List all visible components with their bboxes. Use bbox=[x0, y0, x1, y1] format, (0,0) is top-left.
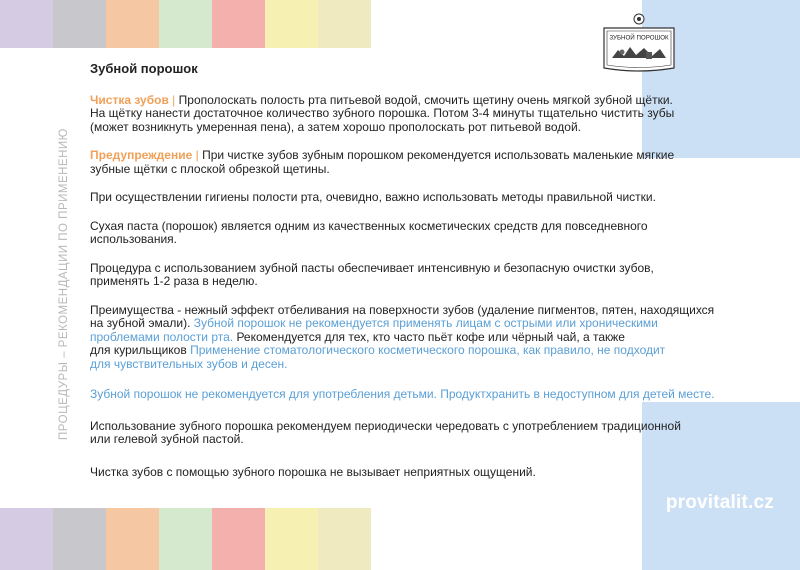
swatch bbox=[106, 508, 159, 570]
text: На щётку нанести достаточное количество зубного порошка. Потом 3-4 минуты тщательно чистить зубы bbox=[90, 106, 675, 120]
text: Преимущества - нежный эффект отбеливания на поверхности зубов (удаление пигментов, пятен, находящихся bbox=[90, 302, 715, 317]
swatch bbox=[159, 508, 212, 570]
text: Прополоскать полость рта питьевой водой, смочить щетину очень мягкой зубной щётки. bbox=[178, 92, 673, 107]
brand-name: provitalit.cz bbox=[665, 492, 774, 513]
swatch bbox=[318, 0, 371, 48]
paragraph-comfort: Чистка зубов с помощью зубного порошка не вызывает неприятных ощущений. bbox=[90, 464, 536, 479]
text: применять 1-2 раза в неделю. bbox=[90, 274, 258, 288]
paragraph-dry-paste bbox=[90, 220, 730, 247]
bottom-color-swatches bbox=[0, 508, 371, 570]
text: для курильщиков bbox=[90, 343, 191, 357]
text: Сухая паста (порошок) является одним из качественных косметических средств для повседневного bbox=[90, 218, 648, 233]
side-section-label: ПРОЦЕДУРЫ – РЕКОМЕНДАЦИИ ПО ПРИМЕНЕНИЮ bbox=[58, 128, 70, 440]
paragraph-procedure bbox=[90, 262, 730, 289]
paragraph-cleaning bbox=[90, 94, 730, 135]
text: Рекомендуется для тех, кто часто пьёт кофе или чёрный чай, а также bbox=[233, 329, 625, 344]
text: зубные щётки с плоской обрезкой щетины. bbox=[90, 161, 330, 176]
text: (может возникнуть умеренная пена), а затем хорошо прополоскать рот питьевой водой. bbox=[90, 119, 582, 134]
text: или гелевой зубной пастой. bbox=[90, 432, 244, 446]
svg-text:ЗУБНОЙ ПОРОШОК: ЗУБНОЙ ПОРОШОК bbox=[609, 34, 669, 42]
swatch bbox=[159, 0, 212, 48]
text: использования. bbox=[90, 232, 177, 246]
paragraph-children-warning: Зубной порошок не рекомендуется для употребления детьми. Продуктхранить в недоступном для детей месте. bbox=[90, 387, 715, 401]
separator: | bbox=[168, 92, 179, 107]
swatch bbox=[53, 0, 106, 48]
page-title: Зубной порошок bbox=[90, 61, 198, 76]
keyword-warning: Предупреждение bbox=[90, 148, 193, 162]
highlight-text: для чувствительных зубов и десен. bbox=[90, 356, 288, 371]
swatch bbox=[0, 0, 53, 48]
text: Процедура с использованием зубной пасты обеспечивает интенсивную и безопасную очистки зубов, bbox=[90, 260, 654, 275]
top-color-swatches bbox=[0, 0, 371, 48]
paragraph-warning bbox=[90, 149, 730, 176]
separator: | bbox=[192, 148, 203, 162]
paragraph-alternate-use bbox=[90, 420, 730, 447]
highlight-text: Зубной порошок не рекомендуется применять лицам с острыми или хроническими bbox=[193, 316, 658, 330]
swatch bbox=[212, 0, 265, 48]
keyword-cleaning: Чистка зубов bbox=[90, 92, 169, 107]
swatch bbox=[265, 508, 318, 570]
swatch bbox=[212, 508, 265, 570]
highlight-text: Применение стоматологического косметического порошка, как правило, не подходит bbox=[190, 343, 666, 357]
text: Использование зубного порошка рекомендуем периодически чередовать с употреблением традиционной bbox=[90, 418, 681, 433]
paragraph-advantages bbox=[90, 304, 730, 372]
document-body bbox=[90, 62, 730, 479]
swatch bbox=[265, 0, 318, 48]
swatch bbox=[0, 508, 53, 570]
highlight-text: проблемами полости рта. bbox=[90, 329, 234, 344]
text: на зубной эмали). bbox=[90, 316, 194, 330]
paragraph-hygiene: При осуществлении гигиены полости рта, очевидно, важно использовать методы правильной чистки. bbox=[90, 190, 656, 204]
swatch bbox=[106, 0, 159, 48]
swatch bbox=[318, 508, 371, 570]
text: При чистке зубов зубным порошком рекомендуется использовать маленькие мягкие bbox=[202, 148, 675, 162]
swatch bbox=[53, 508, 106, 570]
